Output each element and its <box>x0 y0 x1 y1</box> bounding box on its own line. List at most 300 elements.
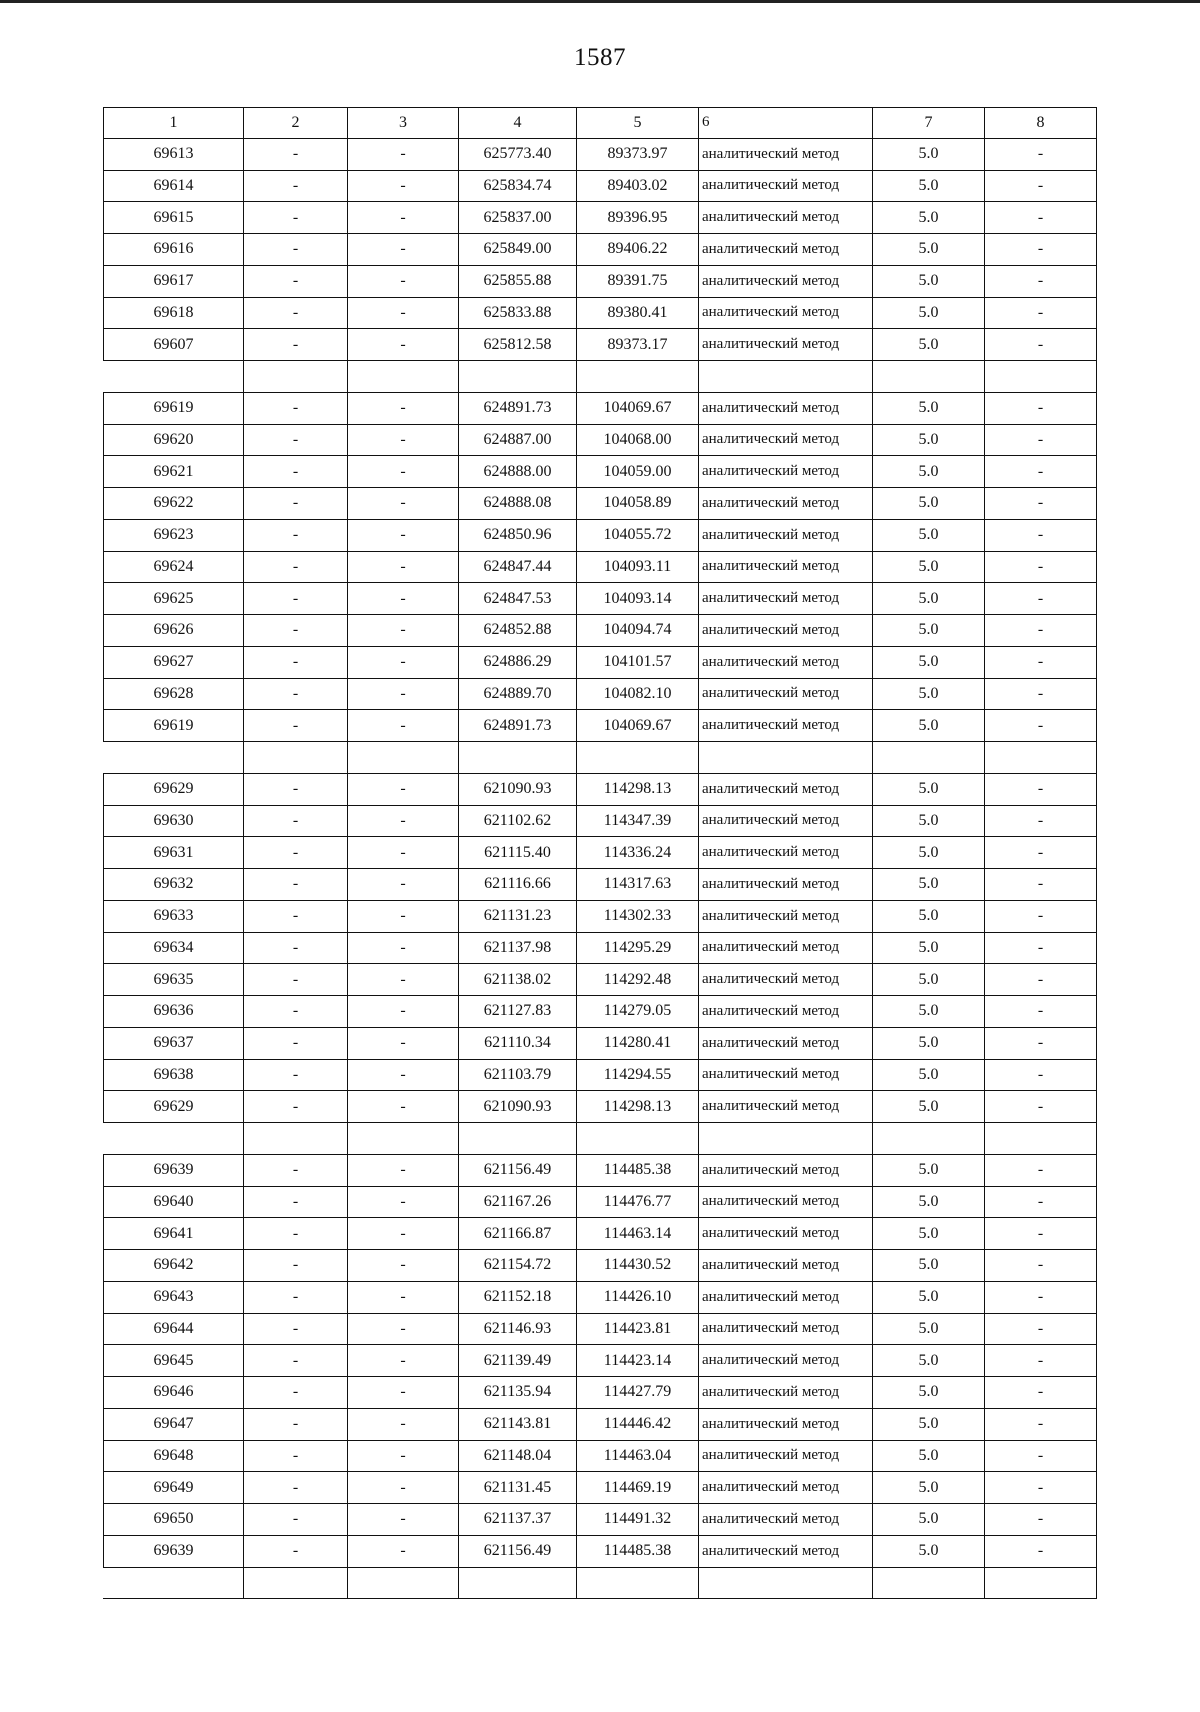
x-coordinate-cell: 621139.49 <box>459 1345 577 1377</box>
column-3-cell: - <box>348 1536 459 1568</box>
y-coordinate-cell: 114476.77 <box>577 1187 699 1219</box>
column-8-cell: - <box>985 1504 1097 1536</box>
x-coordinate-cell: 4 <box>459 107 577 139</box>
x-coordinate-cell: 625773.40 <box>459 139 577 171</box>
precision-cell: 5.0 <box>873 774 985 806</box>
empty-cell <box>103 1568 244 1600</box>
empty-cell <box>699 742 873 774</box>
column-3-cell: - <box>348 1091 459 1123</box>
table-row <box>103 1441 1097 1473</box>
x-coordinate-cell: 624852.88 <box>459 615 577 647</box>
x-coordinate-cell: 624888.08 <box>459 488 577 520</box>
y-coordinate-cell: 114298.13 <box>577 1091 699 1123</box>
x-coordinate-cell: 621115.40 <box>459 837 577 869</box>
column-3-cell: - <box>348 679 459 711</box>
table-row <box>103 1536 1097 1568</box>
column-3-cell: 3 <box>348 107 459 139</box>
table-row <box>103 139 1097 171</box>
method-cell: аналитический метод <box>699 1250 873 1282</box>
y-coordinate-cell: 104093.11 <box>577 552 699 584</box>
column-8-cell: - <box>985 615 1097 647</box>
point-number-cell: 69619 <box>103 393 244 425</box>
method-cell: аналитический метод <box>699 139 873 171</box>
column-3-cell: - <box>348 425 459 457</box>
y-coordinate-cell: 114295.29 <box>577 933 699 965</box>
x-coordinate-cell: 625837.00 <box>459 202 577 234</box>
column-8-cell: - <box>985 1377 1097 1409</box>
x-coordinate-cell: 625833.88 <box>459 298 577 330</box>
method-cell: аналитический метод <box>699 234 873 266</box>
point-number-cell: 69618 <box>103 298 244 330</box>
method-cell: аналитический метод <box>699 1536 873 1568</box>
x-coordinate-cell: 621137.98 <box>459 933 577 965</box>
point-number-cell: 69648 <box>103 1441 244 1473</box>
y-coordinate-cell: 114463.04 <box>577 1441 699 1473</box>
point-number-cell: 69632 <box>103 869 244 901</box>
column-2-cell: - <box>244 1345 348 1377</box>
table-row <box>103 1218 1097 1250</box>
x-coordinate-cell: 624891.73 <box>459 393 577 425</box>
y-coordinate-cell: 114485.38 <box>577 1536 699 1568</box>
column-3-cell: - <box>348 202 459 234</box>
empty-cell <box>103 742 244 774</box>
column-8-cell: - <box>985 393 1097 425</box>
x-coordinate-cell: 621137.37 <box>459 1504 577 1536</box>
column-8-cell: - <box>985 329 1097 361</box>
method-cell: аналитический метод <box>699 202 873 234</box>
column-2-cell: - <box>244 1250 348 1282</box>
precision-cell: 5.0 <box>873 393 985 425</box>
precision-cell: 5.0 <box>873 139 985 171</box>
point-number-cell: 69643 <box>103 1282 244 1314</box>
method-cell: 6 <box>699 107 873 139</box>
column-3-cell: - <box>348 1409 459 1441</box>
x-coordinate-cell: 621146.93 <box>459 1314 577 1346</box>
precision-cell: 5.0 <box>873 1060 985 1092</box>
empty-cell <box>244 742 348 774</box>
separator-row <box>103 1123 1097 1155</box>
point-number-cell: 69630 <box>103 806 244 838</box>
y-coordinate-cell: 114302.33 <box>577 901 699 933</box>
precision-cell: 5.0 <box>873 1345 985 1377</box>
point-number-cell: 69607 <box>103 329 244 361</box>
empty-cell <box>348 361 459 393</box>
table-row <box>103 266 1097 298</box>
column-8-cell: - <box>985 1345 1097 1377</box>
method-cell: аналитический метод <box>699 1218 873 1250</box>
precision-cell: 7 <box>873 107 985 139</box>
precision-cell: 5.0 <box>873 1536 985 1568</box>
column-8-cell: - <box>985 171 1097 203</box>
column-8-cell: - <box>985 647 1097 679</box>
method-cell: аналитический метод <box>699 1314 873 1346</box>
column-2-cell: - <box>244 456 348 488</box>
column-3-cell: - <box>348 615 459 647</box>
empty-cell <box>873 742 985 774</box>
x-coordinate-cell: 621156.49 <box>459 1536 577 1568</box>
column-3-cell: - <box>348 837 459 869</box>
table-row <box>103 1187 1097 1219</box>
x-coordinate-cell: 621127.83 <box>459 996 577 1028</box>
precision-cell: 5.0 <box>873 202 985 234</box>
column-2-cell: - <box>244 488 348 520</box>
point-number-cell: 69615 <box>103 202 244 234</box>
y-coordinate-cell: 89373.97 <box>577 139 699 171</box>
precision-cell: 5.0 <box>873 1472 985 1504</box>
column-8-cell: - <box>985 679 1097 711</box>
precision-cell: 5.0 <box>873 1250 985 1282</box>
y-coordinate-cell: 104058.89 <box>577 488 699 520</box>
column-8-cell: - <box>985 552 1097 584</box>
precision-cell: 5.0 <box>873 901 985 933</box>
x-coordinate-cell: 621090.93 <box>459 774 577 806</box>
column-2-cell: - <box>244 1536 348 1568</box>
method-cell: аналитический метод <box>699 901 873 933</box>
point-number-cell: 69613 <box>103 139 244 171</box>
method-cell: аналитический метод <box>699 1377 873 1409</box>
precision-cell: 5.0 <box>873 869 985 901</box>
column-2-cell: - <box>244 1314 348 1346</box>
column-2-cell: - <box>244 710 348 742</box>
column-8-cell: - <box>985 202 1097 234</box>
table-row <box>103 1155 1097 1187</box>
point-number-cell: 69641 <box>103 1218 244 1250</box>
precision-cell: 5.0 <box>873 1377 985 1409</box>
table-row <box>103 425 1097 457</box>
x-coordinate-cell: 621103.79 <box>459 1060 577 1092</box>
point-number-cell: 69616 <box>103 234 244 266</box>
table-row <box>103 202 1097 234</box>
table-row <box>103 933 1097 965</box>
precision-cell: 5.0 <box>873 679 985 711</box>
column-3-cell: - <box>348 552 459 584</box>
column-3-cell: - <box>348 298 459 330</box>
table-row <box>103 964 1097 996</box>
precision-cell: 5.0 <box>873 1441 985 1473</box>
y-coordinate-cell: 89373.17 <box>577 329 699 361</box>
column-3-cell: - <box>348 1345 459 1377</box>
column-3-cell: - <box>348 933 459 965</box>
column-3-cell: - <box>348 1282 459 1314</box>
point-number-cell: 69649 <box>103 1472 244 1504</box>
y-coordinate-cell: 104093.14 <box>577 583 699 615</box>
y-coordinate-cell: 5 <box>577 107 699 139</box>
method-cell: аналитический метод <box>699 266 873 298</box>
point-number-cell: 69639 <box>103 1536 244 1568</box>
column-8-cell: - <box>985 1441 1097 1473</box>
method-cell: аналитический метод <box>699 552 873 584</box>
column-8-cell: - <box>985 1218 1097 1250</box>
method-cell: аналитический метод <box>699 647 873 679</box>
table-row <box>103 1250 1097 1282</box>
method-cell: аналитический метод <box>699 1155 873 1187</box>
precision-cell: 5.0 <box>873 996 985 1028</box>
point-number-cell: 69614 <box>103 171 244 203</box>
column-8-cell: - <box>985 964 1097 996</box>
method-cell: аналитический метод <box>699 488 873 520</box>
precision-cell: 5.0 <box>873 1187 985 1219</box>
point-number-cell: 69617 <box>103 266 244 298</box>
y-coordinate-cell: 104101.57 <box>577 647 699 679</box>
column-3-cell: - <box>348 1155 459 1187</box>
method-cell: аналитический метод <box>699 806 873 838</box>
table-row <box>103 298 1097 330</box>
point-number-cell: 69633 <box>103 901 244 933</box>
column-8-cell: - <box>985 1091 1097 1123</box>
method-cell: аналитический метод <box>699 615 873 647</box>
x-coordinate-cell: 621138.02 <box>459 964 577 996</box>
separator-row <box>103 742 1097 774</box>
table-row <box>103 774 1097 806</box>
x-coordinate-cell: 624850.96 <box>459 520 577 552</box>
column-8-cell: - <box>985 710 1097 742</box>
y-coordinate-cell: 114469.19 <box>577 1472 699 1504</box>
method-cell: аналитический метод <box>699 996 873 1028</box>
column-3-cell: - <box>348 1377 459 1409</box>
column-2-cell: - <box>244 329 348 361</box>
column-3-cell: - <box>348 456 459 488</box>
table-row <box>103 488 1097 520</box>
y-coordinate-cell: 114423.14 <box>577 1345 699 1377</box>
column-3-cell: - <box>348 1504 459 1536</box>
method-cell: аналитический метод <box>699 298 873 330</box>
precision-cell: 5.0 <box>873 520 985 552</box>
y-coordinate-cell: 114317.63 <box>577 869 699 901</box>
table-row <box>103 679 1097 711</box>
y-coordinate-cell: 104069.67 <box>577 393 699 425</box>
precision-cell: 5.0 <box>873 1028 985 1060</box>
point-number-cell: 69645 <box>103 1345 244 1377</box>
x-coordinate-cell: 621143.81 <box>459 1409 577 1441</box>
column-2-cell: - <box>244 996 348 1028</box>
column-8-cell: - <box>985 425 1097 457</box>
point-number-cell: 69638 <box>103 1060 244 1092</box>
table-row <box>103 1282 1097 1314</box>
precision-cell: 5.0 <box>873 710 985 742</box>
y-coordinate-cell: 114485.38 <box>577 1155 699 1187</box>
column-2-cell: - <box>244 1028 348 1060</box>
column-2-cell: - <box>244 1377 348 1409</box>
column-3-cell: - <box>348 393 459 425</box>
column-3-cell: - <box>348 583 459 615</box>
table-row <box>103 1060 1097 1092</box>
x-coordinate-cell: 621116.66 <box>459 869 577 901</box>
table-row <box>103 1504 1097 1536</box>
empty-cell <box>459 361 577 393</box>
method-cell: аналитический метод <box>699 679 873 711</box>
column-8-cell: - <box>985 1155 1097 1187</box>
x-coordinate-cell: 624886.29 <box>459 647 577 679</box>
column-8-cell: - <box>985 806 1097 838</box>
scan-mark <box>22 1 40 3</box>
column-8-cell: - <box>985 996 1097 1028</box>
method-cell: аналитический метод <box>699 329 873 361</box>
precision-cell: 5.0 <box>873 456 985 488</box>
column-3-cell: - <box>348 710 459 742</box>
column-8-cell: 8 <box>985 107 1097 139</box>
table-row <box>103 1345 1097 1377</box>
method-cell: аналитический метод <box>699 964 873 996</box>
precision-cell: 5.0 <box>873 171 985 203</box>
column-3-cell: - <box>348 964 459 996</box>
point-number-cell: 69642 <box>103 1250 244 1282</box>
y-coordinate-cell: 114491.32 <box>577 1504 699 1536</box>
y-coordinate-cell: 104068.00 <box>577 425 699 457</box>
column-3-cell: - <box>348 266 459 298</box>
x-coordinate-cell: 621131.45 <box>459 1472 577 1504</box>
column-3-cell: - <box>348 1028 459 1060</box>
empty-cell <box>699 1568 873 1600</box>
column-2-cell: - <box>244 520 348 552</box>
empty-cell <box>873 1568 985 1600</box>
column-2-cell: - <box>244 1282 348 1314</box>
y-coordinate-cell: 104055.72 <box>577 520 699 552</box>
column-8-cell: - <box>985 1187 1097 1219</box>
column-2-cell: - <box>244 774 348 806</box>
method-cell: аналитический метод <box>699 1472 873 1504</box>
column-2-cell: - <box>244 298 348 330</box>
column-2-cell: 2 <box>244 107 348 139</box>
x-coordinate-cell: 621090.93 <box>459 1091 577 1123</box>
column-3-cell: - <box>348 234 459 266</box>
table-row <box>103 329 1097 361</box>
separator-row <box>103 1568 1097 1600</box>
column-2-cell: - <box>244 806 348 838</box>
table-row <box>103 901 1097 933</box>
point-number-cell: 69647 <box>103 1409 244 1441</box>
table-row <box>103 837 1097 869</box>
y-coordinate-cell: 114292.48 <box>577 964 699 996</box>
x-coordinate-cell: 624847.44 <box>459 552 577 584</box>
x-coordinate-cell: 624887.00 <box>459 425 577 457</box>
empty-cell <box>348 1123 459 1155</box>
column-3-cell: - <box>348 996 459 1028</box>
empty-cell <box>244 1123 348 1155</box>
y-coordinate-cell: 89403.02 <box>577 171 699 203</box>
column-8-cell: - <box>985 234 1097 266</box>
method-cell: аналитический метод <box>699 425 873 457</box>
column-2-cell: - <box>244 837 348 869</box>
point-number-cell: 69634 <box>103 933 244 965</box>
column-3-cell: - <box>348 1250 459 1282</box>
column-3-cell: - <box>348 1472 459 1504</box>
column-2-cell: - <box>244 964 348 996</box>
method-cell: аналитический метод <box>699 837 873 869</box>
column-3-cell: - <box>348 1218 459 1250</box>
empty-cell <box>985 742 1097 774</box>
y-coordinate-cell: 114427.79 <box>577 1377 699 1409</box>
empty-cell <box>103 1123 244 1155</box>
empty-cell <box>459 742 577 774</box>
column-8-cell: - <box>985 1409 1097 1441</box>
method-cell: аналитический метод <box>699 1028 873 1060</box>
table-row <box>103 393 1097 425</box>
y-coordinate-cell: 114336.24 <box>577 837 699 869</box>
empty-cell <box>459 1123 577 1155</box>
column-3-cell: - <box>348 488 459 520</box>
point-number-cell: 69620 <box>103 425 244 457</box>
column-8-cell: - <box>985 139 1097 171</box>
column-2-cell: - <box>244 266 348 298</box>
table-row <box>103 710 1097 742</box>
y-coordinate-cell: 104069.67 <box>577 710 699 742</box>
x-coordinate-cell: 621152.18 <box>459 1282 577 1314</box>
column-2-cell: - <box>244 393 348 425</box>
y-coordinate-cell: 104082.10 <box>577 679 699 711</box>
column-8-cell: - <box>985 520 1097 552</box>
column-2-cell: - <box>244 1091 348 1123</box>
column-3-cell: - <box>348 869 459 901</box>
empty-cell <box>348 1568 459 1600</box>
x-coordinate-cell: 624891.73 <box>459 710 577 742</box>
column-3-cell: - <box>348 1441 459 1473</box>
y-coordinate-cell: 114347.39 <box>577 806 699 838</box>
precision-cell: 5.0 <box>873 583 985 615</box>
column-2-cell: - <box>244 1504 348 1536</box>
x-coordinate-cell: 621154.72 <box>459 1250 577 1282</box>
x-coordinate-cell: 621102.62 <box>459 806 577 838</box>
column-3-cell: - <box>348 171 459 203</box>
point-number-cell: 69639 <box>103 1155 244 1187</box>
x-coordinate-cell: 625849.00 <box>459 234 577 266</box>
page-number: 1587 <box>574 44 626 71</box>
precision-cell: 5.0 <box>873 1282 985 1314</box>
column-2-cell: - <box>244 1060 348 1092</box>
precision-cell: 5.0 <box>873 837 985 869</box>
point-number-cell: 69621 <box>103 456 244 488</box>
column-2-cell: - <box>244 647 348 679</box>
column-3-cell: - <box>348 647 459 679</box>
empty-cell <box>699 1123 873 1155</box>
column-8-cell: - <box>985 266 1097 298</box>
precision-cell: 5.0 <box>873 425 985 457</box>
method-cell: аналитический метод <box>699 1409 873 1441</box>
table-row <box>103 615 1097 647</box>
column-8-cell: - <box>985 298 1097 330</box>
x-coordinate-cell: 624888.00 <box>459 456 577 488</box>
y-coordinate-cell: 114463.14 <box>577 1218 699 1250</box>
empty-cell <box>577 1568 699 1600</box>
table-row <box>103 869 1097 901</box>
column-8-cell: - <box>985 1028 1097 1060</box>
y-coordinate-cell: 104059.00 <box>577 456 699 488</box>
y-coordinate-cell: 89380.41 <box>577 298 699 330</box>
x-coordinate-cell: 621156.49 <box>459 1155 577 1187</box>
point-number-cell: 69622 <box>103 488 244 520</box>
header-row <box>103 107 1097 139</box>
column-2-cell: - <box>244 583 348 615</box>
column-2-cell: - <box>244 202 348 234</box>
table-row <box>103 1028 1097 1060</box>
y-coordinate-cell: 104094.74 <box>577 615 699 647</box>
column-2-cell: - <box>244 552 348 584</box>
method-cell: аналитический метод <box>699 869 873 901</box>
empty-cell <box>985 1568 1097 1600</box>
empty-cell <box>985 361 1097 393</box>
method-cell: аналитический метод <box>699 171 873 203</box>
table-row <box>103 552 1097 584</box>
point-number-cell: 69631 <box>103 837 244 869</box>
column-8-cell: - <box>985 1060 1097 1092</box>
point-number-cell: 1 <box>103 107 244 139</box>
table-row <box>103 1091 1097 1123</box>
column-3-cell: - <box>348 139 459 171</box>
column-2-cell: - <box>244 1441 348 1473</box>
method-cell: аналитический метод <box>699 456 873 488</box>
column-8-cell: - <box>985 1282 1097 1314</box>
column-3-cell: - <box>348 329 459 361</box>
column-2-cell: - <box>244 679 348 711</box>
